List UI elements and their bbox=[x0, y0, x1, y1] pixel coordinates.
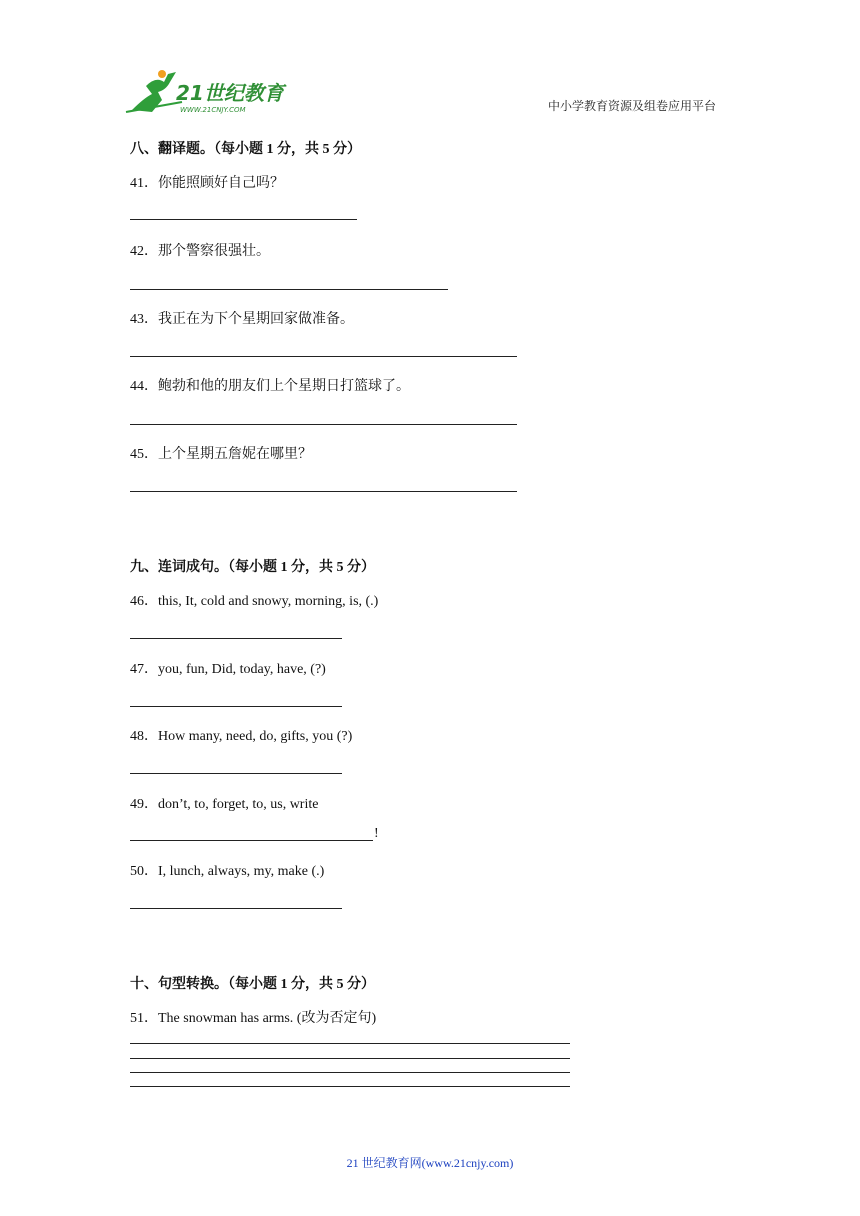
question-43: 43．我正在为下个星期回家做准备。 bbox=[130, 312, 354, 327]
answer-line-47[interactable] bbox=[130, 706, 342, 707]
question-41: 41．你能照顾好自己吗？ bbox=[130, 176, 284, 191]
answer-line-44[interactable] bbox=[130, 424, 517, 425]
answer-line-48[interactable] bbox=[130, 773, 342, 774]
question-45: 45．上个星期五詹妮在哪里？ bbox=[130, 447, 312, 462]
answer-line-46[interactable] bbox=[130, 638, 342, 639]
footer-link[interactable]: 21 世纪教育网(www.21cnjy.com) bbox=[346, 1156, 514, 1170]
answer-line-42[interactable] bbox=[130, 289, 448, 290]
section-8-title: 八、翻译题。（每小题 1 分，共 5 分） bbox=[130, 142, 361, 157]
answer-line-51-1[interactable] bbox=[130, 1043, 570, 1044]
question-46: 46．this, It, cold and snowy, morning, is, (.) bbox=[130, 594, 379, 609]
answer-line-51-4[interactable] bbox=[130, 1086, 570, 1087]
answer-line-51-3[interactable] bbox=[130, 1072, 570, 1073]
question-48: 48．How many, need, do, gifts, you (?) bbox=[130, 729, 353, 744]
answer-line-50[interactable] bbox=[130, 908, 342, 909]
platform-name: 中小学教育资源及组卷应用平台 bbox=[548, 99, 717, 113]
answer-line-45[interactable] bbox=[130, 491, 517, 492]
logo-url-text: WWW.21CNJY.COM bbox=[180, 106, 246, 114]
question-44: 44．鲍勃和他的朋友们上个星期日打篮球了。 bbox=[130, 379, 410, 394]
question-51: 51．The snowman has arms. (改为否定句) bbox=[130, 1011, 377, 1026]
section-10-title: 十、句型转换。（每小题 1 分，共 5 分） bbox=[130, 977, 375, 992]
answer-line-49[interactable] bbox=[130, 840, 373, 841]
answer-line-43[interactable] bbox=[130, 356, 517, 357]
logo-text: 21世纪教育 bbox=[176, 81, 284, 105]
question-47: 47．you, fun, Did, today, have, (?) bbox=[130, 662, 326, 677]
question-42: 42．那个警察很强壮。 bbox=[130, 244, 270, 259]
section-9-title: 九、连词成句。（每小题 1 分，共 5 分） bbox=[130, 560, 375, 575]
question-49: 49．don’t, to, forget, to, us, write bbox=[130, 797, 319, 812]
question-49-end-mark: ! bbox=[374, 826, 379, 841]
answer-line-41[interactable] bbox=[130, 219, 357, 220]
answer-line-51-2[interactable] bbox=[130, 1058, 570, 1059]
site-logo bbox=[122, 68, 292, 116]
question-50: 50．I, lunch, always, my, make (.) bbox=[130, 864, 325, 879]
